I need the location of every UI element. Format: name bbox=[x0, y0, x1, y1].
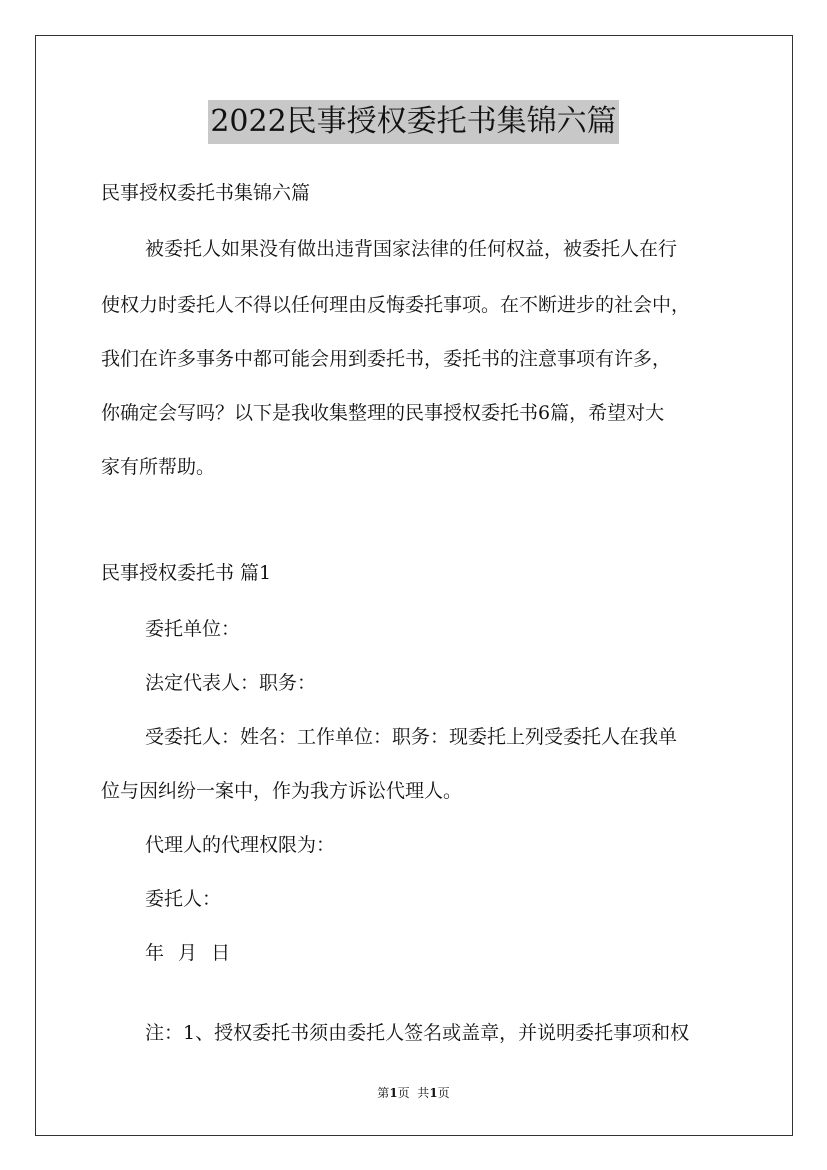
footer-prefix: 第 bbox=[377, 1086, 390, 1100]
title-container bbox=[0, 100, 827, 144]
document-subtitle: 民事授权委托书集锦六篇 bbox=[101, 182, 311, 204]
footer-mid: 页 共 bbox=[397, 1086, 430, 1100]
footer-suffix: 页 bbox=[437, 1086, 450, 1100]
page-footer bbox=[0, 1084, 827, 1101]
intro-line-1: 被委托人如果没有做出违背国家法律的任何权益，被委托人在行 bbox=[145, 238, 678, 260]
document-title: 2022民事授权委托书集锦六篇 bbox=[208, 100, 618, 144]
section-line-8: 注：1、授权委托书须由委托人签名或盖章，并说明委托事项和权 bbox=[145, 1022, 690, 1044]
footer-page-number: 1 bbox=[389, 1086, 398, 1100]
intro-line-2: 使权力时委托人不得以任何理由反悔委托事项。在不断进步的社会中， bbox=[101, 294, 691, 316]
intro-line-3: 我们在许多事务中都可能会用到委托书，委托书的注意事项有许多， bbox=[101, 348, 672, 370]
section-line-1: 委托单位： bbox=[145, 618, 241, 640]
footer-total-pages: 1 bbox=[429, 1086, 438, 1100]
section-line-2: 法定代表人：职务： bbox=[145, 672, 317, 694]
intro-line-5: 家有所帮助。 bbox=[101, 456, 216, 478]
section-line-6: 委托人： bbox=[145, 888, 222, 910]
section-line-3: 受委托人：姓名：工作单位：职务：现委托上列受委托人在我单 bbox=[145, 726, 678, 748]
intro-line-4: 你确定会写吗？以下是我收集整理的民事授权委托书6篇，希望对大 bbox=[101, 402, 665, 424]
section-line-7: 年 月 日 bbox=[145, 942, 231, 964]
section-heading: 民事授权委托书 篇1 bbox=[101, 562, 272, 584]
section-line-4: 位与因纠纷一案中，作为我方诉讼代理人。 bbox=[101, 780, 463, 802]
section-line-5: 代理人的代理权限为： bbox=[145, 834, 336, 856]
